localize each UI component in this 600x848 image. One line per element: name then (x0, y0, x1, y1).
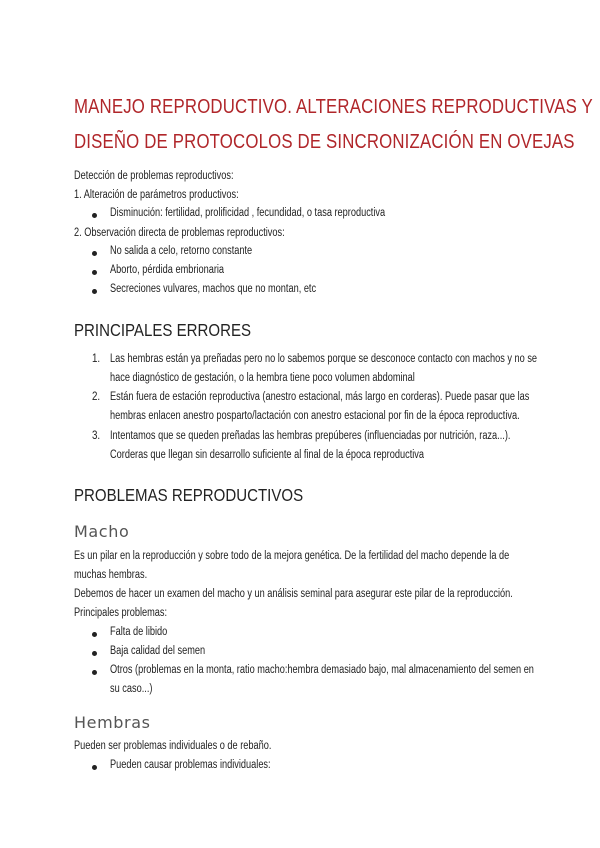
problems-heading: PROBLEMAS REPRODUCTIVOS (74, 485, 304, 505)
male-paragraph-1-line-2: muchas hembras. (74, 569, 148, 581)
bullet-icon (92, 289, 97, 294)
bullet-icon (92, 213, 97, 218)
error-2-line-2: hembras enlacen anestro posparto/lactación con anestro estacional por fin de la época reproductiva. (110, 410, 520, 422)
bullet-icon (92, 670, 97, 675)
bullet-icon (92, 632, 97, 637)
document-title-line-2: DISEÑO DE PROTOCOLOS DE SINCRONIZACIÓN EN OVEJAS (74, 131, 575, 153)
detection-item-2: 2. Observación directa de problemas reproductivos: (74, 227, 285, 239)
detection-item-2-bullet-2: Aborto, pérdida embrionaria (110, 264, 225, 276)
error-1-line-2: hace diagnóstico de gestación, o la hembra tiene poco volumen abdominal (110, 372, 415, 384)
document-title-line-1: MANEJO REPRODUCTIVO. ALTERACIONES REPRODUCTIVAS Y (74, 96, 593, 118)
bullet-icon (92, 251, 97, 256)
detection-item-1-bullet: Disminución: fertilidad, prolificidad , fecundidad, o tasa reproductiva (110, 207, 386, 219)
females-bullet-1: Pueden causar problemas individuales: (110, 759, 271, 771)
bullet-icon (92, 270, 97, 275)
male-paragraph-1-line-1: Es un pilar en la reproducción y sobre todo de la mejora genética. De la fertilidad del macho depende la de (74, 550, 510, 562)
male-paragraph-2: Debemos de hacer un examen del macho y un análisis seminal para asegurar este pilar de la reproducción. (74, 588, 513, 600)
errors-heading: PRINCIPALES ERRORES (74, 320, 252, 340)
error-number: 2. (92, 391, 101, 403)
error-2-line-1: Están fuera de estación reproductiva (anestro estacional, más largo en corderas). Puede pasar que las (110, 391, 530, 403)
females-paragraph-1: Pueden ser problemas individuales o de rebaño. (74, 740, 272, 752)
error-1-line-1: Las hembras están ya preñadas pero no lo sabemos porque se desconoce contacto con machos y no se (110, 353, 538, 365)
females-subheading: Hembras (74, 713, 151, 732)
male-subheading: Macho (74, 522, 130, 541)
bullet-icon (92, 765, 97, 770)
error-3-line-2: Corderas que llegan sin desarrollo suficiente al final de la época reproductiva (110, 449, 425, 461)
male-problem-1: Falta de libido (110, 626, 168, 638)
error-3-line-1: Intentamos que se queden preñadas las hembras prepúberes (influenciadas por nutrición, raza...). (110, 430, 511, 442)
error-number: 1. (92, 353, 101, 365)
detection-item-1: 1. Alteración de parámetros productivos: (74, 189, 239, 201)
male-problem-2: Baja calidad del semen (110, 645, 206, 657)
detection-item-2-bullet-3: Secreciones vulvares, machos que no montan, etc (110, 283, 317, 295)
male-problem-3: Otros (problemas en la monta, ratio macho:hembra demasiado bajo, mal almacenamiento del semen en (110, 664, 534, 676)
error-number: 3. (92, 430, 101, 442)
bullet-icon (92, 651, 97, 656)
detection-intro: Detección de problemas reproductivos: (74, 170, 234, 182)
detection-item-2-bullet-1: No salida a celo, retorno constante (110, 245, 253, 257)
male-problem-3-continuation: su caso...) (110, 683, 153, 695)
male-paragraph-3: Principales problemas: (74, 607, 168, 619)
